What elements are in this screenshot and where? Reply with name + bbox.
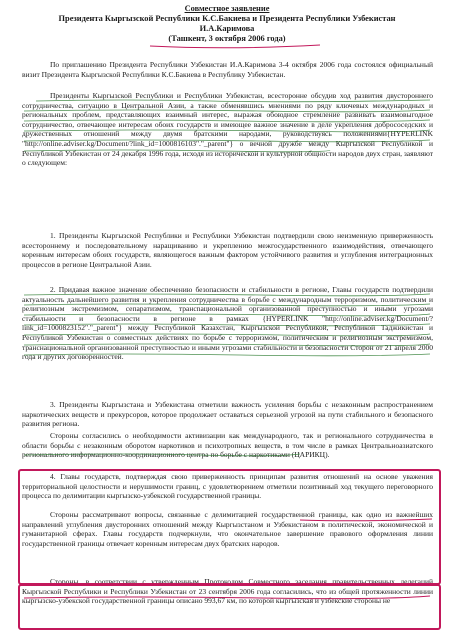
- paragraph-preamble: Президенты Кыргызской Республики и Республики Узбекистан, всесторонне обсудив ход развития двустороннего сотрудничества, ситуацию в Центральной Азии, а также обменявшись мнениями по ряду ключевых международных и региональных проблем, представляющих взаимный интерес, выражая обоюдное стремление развивать взаимовыгодное сотрудничество, отвечающее интересам обоих государств и имеющее важное значение в деле укрепления добрососедских и дружественных отношений между двумя братскими народами, руководствуясь положениями{HYPERLINK "http://online.adviser.kg/Document/?link_id=1000816103"."_parent"} о вечной дружбе между Кыргызской Республикой и Республикой Узбекистан от 24 декабря 1996 года, исходя из исторической и культурной общности народов двух стран, заявляют о следующем:: [22, 91, 433, 168]
- paragraph-intro: По приглашению Президента Республики Узбекистан И.А.Каримова 3-4 октября 2006 года состоялся официальный визит Президента Кыргызской Республики К.С.Бакиева в Республику Узбекистан.: [22, 60, 433, 79]
- paragraph-3-cont: Стороны согласились о необходимости активизации как международного, так и регионального сотрудничества в области борьбы с незаконным оборотом наркотиков и психотропных веществ, в том числе в рамках Центральноазиатского регионального информационно-координационного центра по борьбе с наркотиками (ЦАРИКЦ).: [22, 431, 433, 460]
- highlight-box-paragraph-4: [18, 469, 441, 585]
- paragraph-4-cont: Стороны рассматривают вопросы, связанные с делимитацией государственной границы, как одно из важнейших направлений углубления двусторонних отношений между Кыргызстаном и Узбекистаном в политической, экономической и гуманитарной сферах. Главы государств подчеркнули, что окончательное завершение правового оформления линии государственной границы отвечает коренным интересам двух братских народов.: [22, 510, 433, 548]
- document-title: Совместное заявление: [184, 4, 270, 13]
- paragraph-2: 2. Придавая важное значение обеспечению безопасности и стабильности в регионе, Главы государств подтвердили актуальность дальнейшего развития и укрепления сотрудничества в борьбе с международным терроризмом, политическим и религиозным экстремизмом, сепаратизмом, трансnациональной организованной преступностью и иными угрозами стабильности и безопасности в регионе в рамках {HYPERLINK "http://online.adviser.kg/Document/?link_id=1000823152"."_parent"} между Республикой Казахстан, Кыргызской Республикой, Республикой Таджикистан и Республикой Узбекистан о совместных действиях по борьбе с терроризмом, политическим и религиозным экстремизмом, транснациональной организованной преступностью и иными угрозами стабильности и безопасности Сторон от 21 апреля 2000 года и других договоренностей.: [22, 285, 433, 362]
- highlight-box-paragraph-4-final: [18, 584, 441, 630]
- paragraph-1: 1. Президенты Кыргызской Республики и Республики Узбекистан подтвердили свою неизменную приверженность всестороннему и последовательному наращиванию и укреплению межгосударственного взаимодействия, отвечающего коренным интересам обоих государств, являющегося важным фактором устойчивого развития и углубления интеграционных процессов в регионе Центральной Азии.: [22, 231, 433, 269]
- document-subtitle: Президента Кыргызской Республики К.С.Бакиева и Президента Республики Узбекистан: [58, 14, 396, 23]
- paragraph-4: 4. Главы государств, подтверждая свою приверженность принципам развития отношений на основе уважения территориальной целостности и нерушимости границ, с удовлетворением отметили позитивный ход текущего переговорного процесса по делимитации кыргызско-узбекской государственной границы.: [22, 472, 433, 501]
- paragraph-3: 3. Президенты Кыргызстана и Узбекистана отметили важность усиления борьбы с незаконным распространением наркотических веществ и прекурсоров, которое продолжает оставаться серьезной угрозой на пути стабильного и безопасного развития региона.: [22, 400, 433, 429]
- document-subtitle-name: И.А.Каримова: [199, 24, 255, 33]
- paragraph-4-final: Стороны, в соответствии с утвержденным Протоколом Совместного заседания правительственных делегаций Кыргызской Республики и Республики Узбекистан от 23 сентября 2006 года согласились, что из общей протяженности линии кыргызско-узбекской государственной границы описано 993,67 км, по которой кыргызская и узбекские стороны не: [22, 577, 433, 606]
- document-date: (Ташкент, 3 октября 2006 года): [168, 34, 286, 43]
